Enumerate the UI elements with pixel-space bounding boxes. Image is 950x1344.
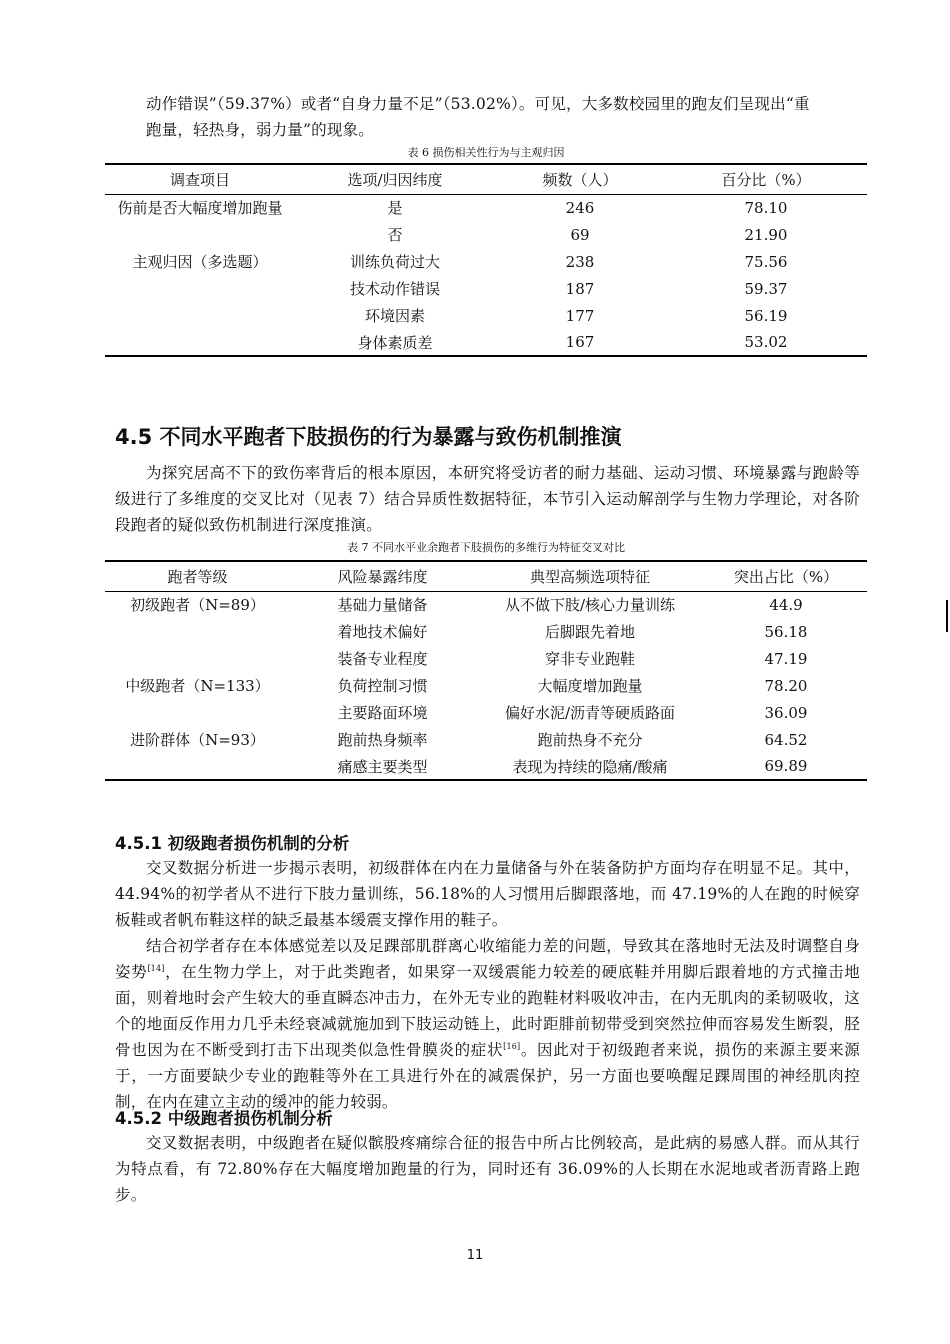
table-cell: 167 bbox=[565, 333, 595, 351]
table-row bbox=[105, 221, 867, 248]
table-row bbox=[105, 699, 867, 726]
table-cell: 53.02 bbox=[744, 333, 788, 351]
table6-header-cell: 选项/归因纬度 bbox=[347, 170, 443, 189]
table-row bbox=[105, 329, 867, 356]
table-cell: 技术动作错误 bbox=[349, 280, 440, 298]
table-cell: 伤前是否大幅度增加跑量 bbox=[117, 199, 283, 218]
section-4-5-2-text: 交叉数据表明，中级跑者在疑似髌股疼痛综合征的报告中所占比例较高，是此病的易感人群。而从其行为特点看，有 72.80%存在大幅度增加跑量的行为，同时还有 36.09%的人长期在水泥地或者沥青路上跑步。 bbox=[115, 1134, 860, 1204]
table7-header-cell: 典型高频选项特征 bbox=[529, 567, 650, 586]
intro-line-1: 动作错误”（59.37%）或者“自身力量不足”（53.02%）。可见，大多数校园里的跑友们呈现出“重 bbox=[146, 95, 810, 113]
table-cell: 177 bbox=[565, 306, 595, 325]
para-2-text-a: 结合初学者存在本体感觉差以及足踝部肌群离心收缩能力差的问题，导致其在落地时无法及时调整自身姿势 bbox=[115, 937, 860, 981]
section-4-5-1-para-2 bbox=[115, 933, 860, 1115]
section-4-5-heading: 4.5 不同水平跑者下肢损伤的行为暴露与致伤机制推演 bbox=[115, 425, 622, 449]
page-number: 11 bbox=[466, 1248, 484, 1263]
table-row bbox=[105, 645, 867, 672]
table-cell: 246 bbox=[565, 198, 595, 217]
table-cell bbox=[105, 302, 295, 329]
table6-caption: 表 6 损伤相关性行为与主观归因 bbox=[407, 146, 565, 159]
table-cell bbox=[105, 753, 290, 780]
table-cell: 初级跑者（N=89） bbox=[130, 596, 265, 615]
table-cell: 56.18 bbox=[764, 622, 808, 641]
table-cell: 64.52 bbox=[764, 730, 808, 749]
table6-body bbox=[105, 194, 867, 356]
table-cell: 78.20 bbox=[764, 676, 808, 695]
table-cell: 从不做下肢/核心力量训练 bbox=[504, 596, 676, 615]
table-cell: 训练负荷过大 bbox=[349, 253, 440, 271]
section-4-5-2-paragraph bbox=[115, 1130, 860, 1208]
table-cell: 是 bbox=[387, 199, 403, 218]
table-cell: 主观归因（多选题） bbox=[132, 253, 268, 271]
table-cell bbox=[105, 329, 295, 356]
edge-mark bbox=[946, 600, 948, 632]
table-cell: 痛感主要类型 bbox=[337, 757, 428, 776]
table-cell: 238 bbox=[565, 252, 595, 271]
table-cell: 进阶群体（N=93） bbox=[130, 731, 265, 749]
table-cell bbox=[105, 645, 290, 672]
table-cell: 44.9 bbox=[769, 595, 803, 614]
table-row bbox=[105, 591, 867, 618]
table7-header-cell: 跑者等级 bbox=[167, 567, 228, 586]
table-cell: 环境因素 bbox=[364, 307, 425, 325]
table-cell: 78.10 bbox=[744, 198, 788, 217]
table-row bbox=[105, 618, 867, 645]
table-cell: 装备专业程度 bbox=[337, 650, 428, 668]
intro-paragraph bbox=[115, 91, 860, 143]
table-cell: 跑前热身不充分 bbox=[537, 731, 643, 749]
table6-header-cell: 百分比（%） bbox=[721, 170, 811, 189]
table-cell: 负荷控制习惯 bbox=[337, 677, 428, 695]
table-row bbox=[105, 753, 867, 780]
table-row bbox=[105, 672, 867, 699]
table-cell: 大幅度增加跑量 bbox=[537, 677, 643, 695]
citation-16: [16] bbox=[503, 1041, 521, 1051]
section-4-5-paragraph bbox=[115, 460, 860, 538]
section-4-5-1-heading: 4.5.1 初级跑者损伤机制的分析 bbox=[115, 834, 350, 853]
section-4-5-1-para-1: 交叉数据分析进一步揭示表明，初级群体在内在力量储备与外在装备防护方面均存在明显不足。其中，44.94%的初学者从不进行下肢力量训练，56.18%的人习惯用后脚跟落地，而 47.19%的人在跑的时候穿板鞋或者帆布鞋这样的缺乏最基本缓震支撑作用的鞋子。 bbox=[115, 859, 860, 929]
table-cell: 56.19 bbox=[744, 306, 788, 325]
table-cell: 59.37 bbox=[744, 279, 788, 298]
table7-header-row bbox=[105, 561, 867, 591]
table-row bbox=[105, 248, 867, 275]
table-cell: 21.90 bbox=[744, 225, 788, 244]
table-cell: 75.56 bbox=[744, 252, 788, 271]
table-cell: 187 bbox=[565, 279, 595, 298]
table7 bbox=[105, 560, 867, 781]
table-cell: 中级跑者（N=133） bbox=[125, 677, 270, 695]
table-cell bbox=[105, 221, 295, 248]
para-2-text-b: ，在生物力学上，对于此类跑者，如果穿一双缓震能力较差的硬底鞋并用脚后跟着地的方式撞击地面，则着地时会产生较大的垂直瞬态冲击力，在外无专业的跑鞋材料吸收冲击，在内无肌肉的柔韧吸收，这个的地面反作用力几乎未经衰减就施加到下肢运动链上，此时距腓前韧带受到突然拉伸而容易发生断裂，胫骨也因为在不断受到打击下出现类似急性骨膜炎的症状 bbox=[115, 963, 861, 1059]
table-cell: 主要路面环境 bbox=[337, 704, 428, 722]
table-row bbox=[105, 726, 867, 753]
table-cell: 身体素质差 bbox=[357, 333, 433, 352]
table-row bbox=[105, 275, 867, 302]
table-cell: 否 bbox=[387, 226, 403, 244]
table-cell: 36.09 bbox=[764, 703, 808, 722]
table-cell: 后脚跟先着地 bbox=[544, 623, 635, 641]
table-cell: 表现为持续的隐痛/酸痛 bbox=[512, 757, 668, 776]
table6 bbox=[105, 163, 867, 357]
table-cell: 69 bbox=[570, 225, 590, 244]
table6-header-row bbox=[105, 164, 867, 194]
table-cell: 跑前热身频率 bbox=[337, 731, 428, 749]
table-cell: 偏好水泥/沥青等硬质路面 bbox=[504, 704, 676, 722]
table6-header-cell: 调查项目 bbox=[169, 170, 230, 189]
table-cell bbox=[105, 699, 290, 726]
intro-line-2: 跑量，轻热身，弱力量”的现象。 bbox=[146, 121, 374, 139]
table-cell: 着地技术偏好 bbox=[337, 623, 428, 641]
citation-14: [14] bbox=[147, 963, 165, 973]
table-cell bbox=[105, 275, 295, 302]
table7-header-cell: 突出占比（%） bbox=[733, 567, 839, 586]
table-cell: 69.89 bbox=[764, 757, 808, 775]
para-2-text-c: 。因此对于初级跑者来说，损伤的来源主要来源于，一方面要缺少专业的跑鞋等外在工具进行外在的减震保护，另一方面也要唤醒足踝周围的神经肌肉控制，在内在建立主动的缓冲的能力较弱。 bbox=[115, 1041, 860, 1111]
table-row bbox=[105, 302, 867, 329]
table-cell: 47.19 bbox=[764, 649, 808, 668]
section-4-5-text: 为探究居高不下的致伤率背后的根本原因，本研究将受访者的耐力基础、运动习惯、环境暴露与跑龄等级进行了多维度的交叉比对（见表 7）结合异质性数据特征，本节引入运动解剖学与生物力学理论，对各阶段跑者的疑似致伤机制进行深度推演。 bbox=[115, 464, 860, 534]
table-cell: 基础力量储备 bbox=[337, 596, 428, 615]
table-cell: 穿非专业跑鞋 bbox=[544, 650, 635, 668]
section-4-5-2-heading: 4.5.2 中级跑者损伤机制分析 bbox=[115, 1109, 333, 1128]
section-4-5-1-paragraphs bbox=[115, 855, 860, 1115]
table-cell bbox=[105, 618, 290, 645]
table7-header-cell: 风险暴露纬度 bbox=[337, 567, 428, 586]
table6-header-cell: 频数（人） bbox=[542, 170, 618, 189]
table-row bbox=[105, 194, 867, 221]
table7-body bbox=[105, 591, 867, 780]
table7-caption: 表 7 不同水平业余跑者下肢损伤的多维行为特征交叉对比 bbox=[347, 541, 625, 554]
